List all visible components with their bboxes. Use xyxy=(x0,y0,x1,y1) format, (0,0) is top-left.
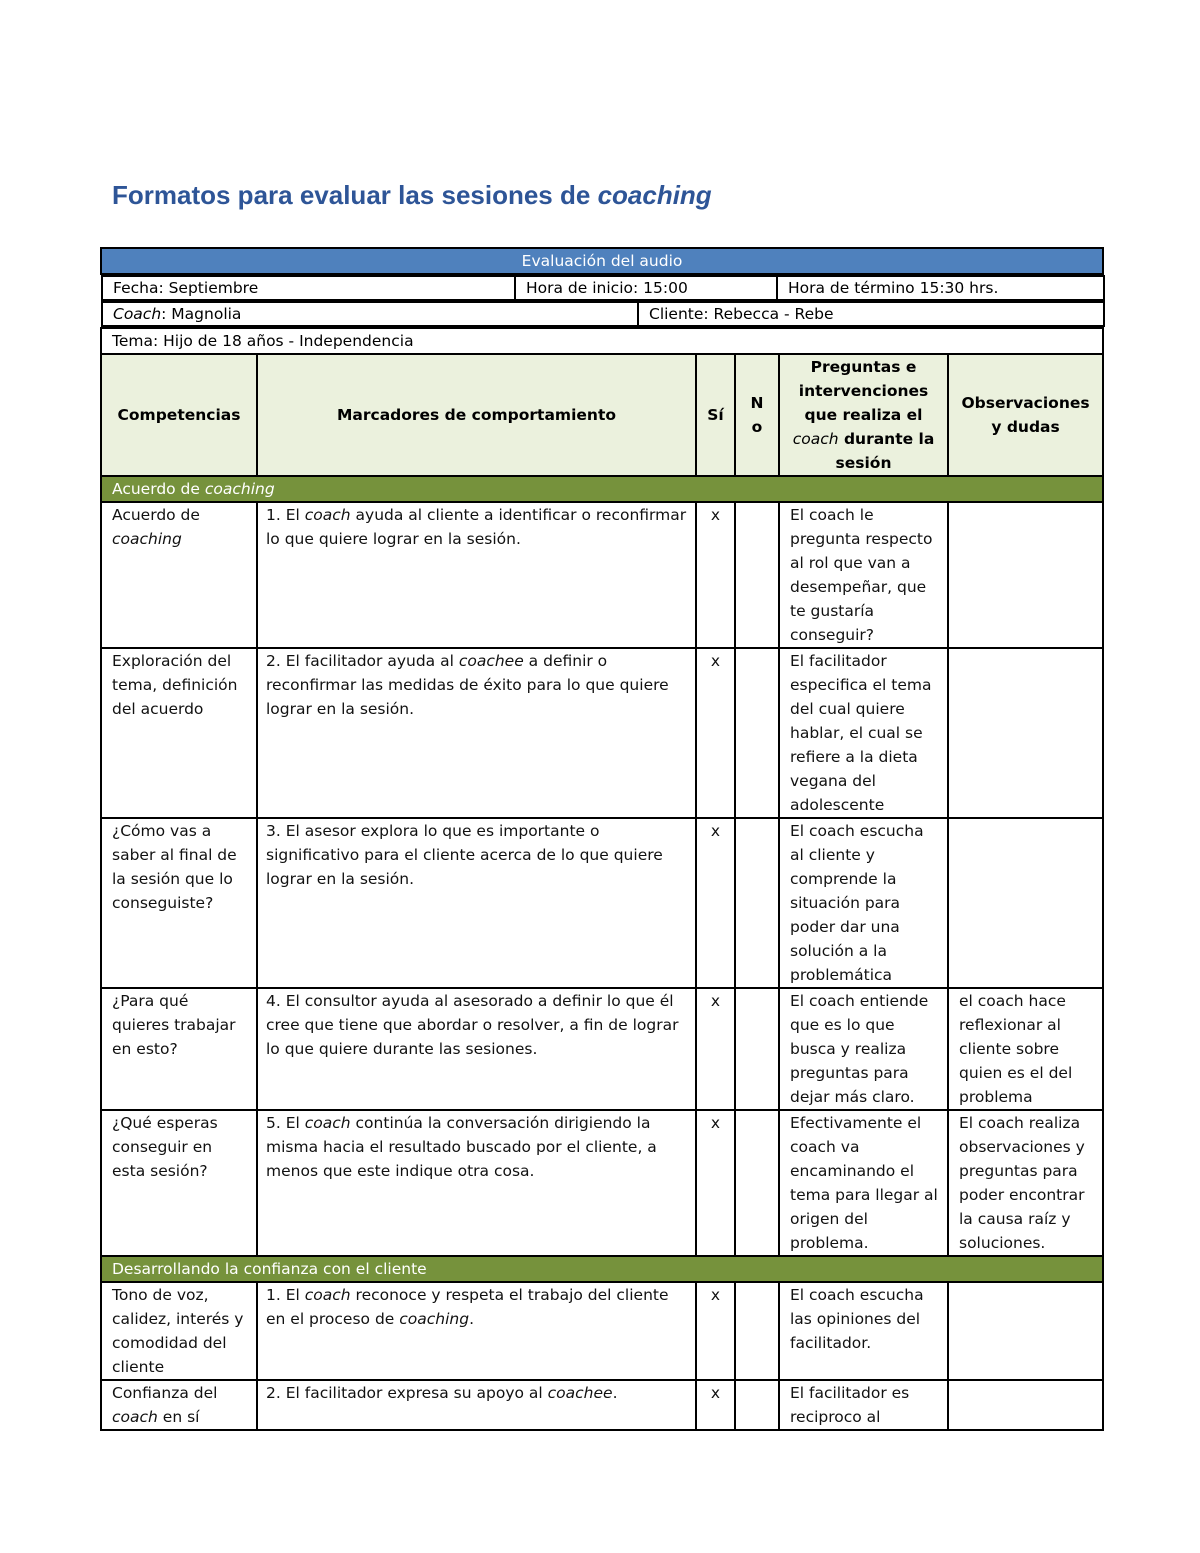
marcador-cell xyxy=(257,1110,696,1256)
marcador-cell xyxy=(257,988,696,1110)
table-row xyxy=(101,1110,1103,1256)
competencia-text-b: en sí xyxy=(157,1408,200,1426)
competencia-cell xyxy=(101,1110,257,1256)
competencia-cell xyxy=(101,648,257,818)
si-cell: x xyxy=(696,648,735,818)
si-cell: x xyxy=(696,1380,735,1430)
si-cell: x xyxy=(696,1282,735,1380)
marcador-em: coach xyxy=(304,1114,351,1132)
no-cell xyxy=(735,1380,779,1430)
col-no-line1: N xyxy=(750,394,764,412)
marcador-text: 1. El xyxy=(266,506,305,524)
marcador-text: 2. El facilitador expresa su apoyo al xyxy=(266,1384,548,1402)
hora-termino-field: Hora de término 15:30 hrs. xyxy=(777,276,1104,300)
table-row xyxy=(101,988,1103,1110)
marcador-text: 2. El facilitador ayuda al xyxy=(266,652,459,670)
observaciones-cell xyxy=(948,1282,1103,1380)
marcador-text: 4. El consultor ayuda al asesorado a definir lo que él cree que tiene que abordar o resolver, a fin de lograr lo que quiere durante las sesiones. xyxy=(266,992,679,1058)
table-row xyxy=(101,1380,1103,1430)
no-cell xyxy=(735,1282,779,1380)
competencia-cell xyxy=(101,988,257,1110)
tema-row xyxy=(101,328,1103,354)
marcador-cell xyxy=(257,1380,696,1430)
section-row xyxy=(101,476,1103,502)
preguntas-cell: El coach escucha al cliente y comprende la situación para poder dar una solución a la problemática xyxy=(779,818,948,988)
competencia-em: coach xyxy=(112,1408,158,1426)
title-main: Formatos para evaluar las sesiones de xyxy=(112,180,598,210)
marcador-cell xyxy=(257,648,696,818)
col-preguntas-em: coach xyxy=(792,430,839,448)
section-confianza: Desarrollando la confianza con el cliente xyxy=(101,1256,1103,1282)
marcador-text-b: . xyxy=(612,1384,618,1402)
observaciones-cell xyxy=(948,648,1103,818)
table-header: Evaluación del audio xyxy=(101,248,1103,274)
marcador-text-b: reconoce y respeta el trabajo del cliente en el proceso de xyxy=(266,1286,669,1328)
observaciones-cell: el coach hace reflexionar al cliente sobre quien es el del problema xyxy=(948,988,1103,1110)
table-row xyxy=(101,648,1103,818)
no-cell xyxy=(735,648,779,818)
marcador-text-c: . xyxy=(469,1310,475,1328)
coach-field xyxy=(102,302,638,326)
page-title xyxy=(112,180,712,211)
marcador-cell xyxy=(257,1282,696,1380)
marcador-text: 5. El xyxy=(266,1114,305,1132)
si-cell: x xyxy=(696,988,735,1110)
col-marcadores: Marcadores de comportamiento xyxy=(257,354,696,476)
preguntas-cell: El facilitador especifica el tema del cual quiere hablar, el cual se refiere a la dieta vegana del adolescente xyxy=(779,648,948,818)
observaciones-cell: El coach realiza observaciones y preguntas para poder encontrar la causa raíz y soluciones. xyxy=(948,1110,1103,1256)
si-cell: x xyxy=(696,502,735,648)
coach-value: : Magnolia xyxy=(161,305,242,323)
section-acuerdo xyxy=(101,476,1103,502)
cliente-field: Cliente: Rebecca - Rebe xyxy=(638,302,1104,326)
table-row xyxy=(101,1282,1103,1380)
competencia-em: coaching xyxy=(112,530,182,548)
col-preguntas-a: Preguntas e intervenciones que realiza el xyxy=(798,358,929,424)
competencia-text: ¿Para qué quieres trabajar en esto? xyxy=(112,992,236,1058)
title-italic: coaching xyxy=(597,180,712,210)
competencia-cell xyxy=(101,1380,257,1430)
marcador-text-b: ayuda al cliente a identificar o reconfirmar lo que quiere lograr en la sesión. xyxy=(266,506,687,548)
competencia-cell xyxy=(101,818,257,988)
col-preguntas-b: durante la sesión xyxy=(835,430,935,472)
competencia-text: Exploración del tema, definición del acuerdo xyxy=(112,652,238,718)
marcador-cell xyxy=(257,818,696,988)
preguntas-cell: Efectivamente el coach va encaminando el tema para llegar al origen del problema. xyxy=(779,1110,948,1256)
no-cell xyxy=(735,988,779,1110)
col-no xyxy=(735,354,779,476)
marcador-text-b: continúa la conversación dirigiendo la misma hacia el resultado buscado por el cliente, a menos que este indique otra cosa. xyxy=(266,1114,657,1180)
column-header-row xyxy=(101,354,1103,476)
competencia-text: Tono de voz, calidez, interés y comodidad del cliente xyxy=(112,1286,244,1376)
competencia-text: ¿Cómo vas a saber al final de la sesión que lo conseguiste? xyxy=(112,822,237,912)
observaciones-cell xyxy=(948,1380,1103,1430)
section-acuerdo-text: Acuerdo de xyxy=(112,480,205,498)
marcador-text: 1. El xyxy=(266,1286,305,1304)
evaluation-table xyxy=(100,247,1104,1431)
competencia-cell xyxy=(101,1282,257,1380)
preguntas-cell: El facilitador es reciproco al xyxy=(779,1380,948,1430)
marcador-cell xyxy=(257,502,696,648)
marcador-em: coachee xyxy=(458,652,524,670)
marcador-text-b: a definir o reconfirmar las medidas de éxito para lo que quiere lograr en la sesión. xyxy=(266,652,669,718)
table-row xyxy=(101,818,1103,988)
col-preguntas xyxy=(779,354,948,476)
date-time-row xyxy=(101,274,1103,301)
section-row xyxy=(101,1256,1103,1282)
col-no-line2: o xyxy=(751,418,763,436)
preguntas-cell: El coach entiende que es lo que busca y realiza preguntas para dejar más claro. xyxy=(779,988,948,1110)
coach-label: Coach xyxy=(113,305,162,323)
observaciones-cell xyxy=(948,502,1103,648)
no-cell xyxy=(735,818,779,988)
marcador-text: 3. El asesor explora lo que es importante o significativo para el cliente acerca de lo que quiere lograr en la sesión. xyxy=(266,822,663,888)
section-acuerdo-em: coaching xyxy=(204,480,275,498)
col-observaciones: Observaciones y dudas xyxy=(948,354,1103,476)
marcador-em2: coaching xyxy=(399,1310,470,1328)
observaciones-cell xyxy=(948,818,1103,988)
marcador-em: coach xyxy=(304,506,351,524)
no-cell xyxy=(735,502,779,648)
table-header-row xyxy=(101,248,1103,274)
competencia-cell xyxy=(101,502,257,648)
competencia-text: Acuerdo de xyxy=(112,506,200,524)
hora-inicio-field: Hora de inicio: 15:00 xyxy=(515,276,777,300)
preguntas-cell: El coach le pregunta respecto al rol que van a desempeñar, que te gustaría conseguir? xyxy=(779,502,948,648)
no-cell xyxy=(735,1110,779,1256)
table-row xyxy=(101,502,1103,648)
marcador-em: coach xyxy=(304,1286,351,1304)
col-si: Sí xyxy=(696,354,735,476)
coach-client-row xyxy=(101,301,1103,328)
marcador-em: coachee xyxy=(547,1384,613,1402)
preguntas-cell: El coach escucha las opiniones del facilitador. xyxy=(779,1282,948,1380)
tema-field: Tema: Hijo de 18 años - Independencia xyxy=(101,328,1103,354)
fecha-field: Fecha: Septiembre xyxy=(102,276,515,300)
si-cell: x xyxy=(696,818,735,988)
col-competencias: Competencias xyxy=(101,354,257,476)
si-cell: x xyxy=(696,1110,735,1256)
competencia-text: Confianza del xyxy=(112,1384,218,1402)
competencia-text: ¿Qué esperas conseguir en esta sesión? xyxy=(112,1114,218,1180)
